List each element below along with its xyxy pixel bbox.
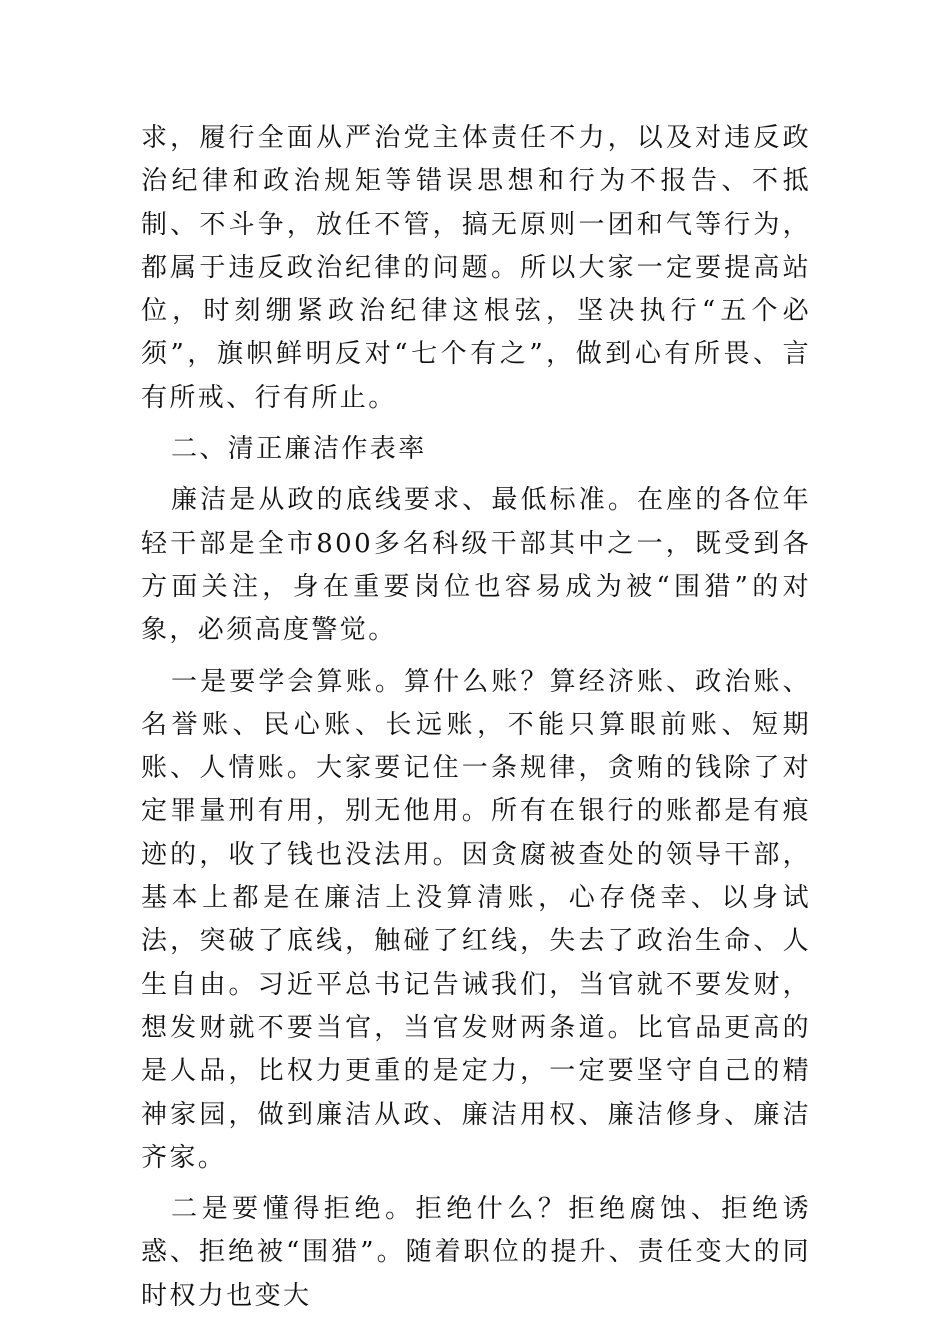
paragraph-continuation: 求，履行全面从严治党主体责任不力，以及对违反政治纪律和政治规矩等错误思想和行为不报告、不抵制、不斗争，放任不管，搞无原则一团和气等行为，都属于违反政治纪律的问题。所以大家一定要提高站位，时刻绷紧政治纪律这根弦，坚决执行“五个必须”，旗帜鲜明反对“七个有之”，做到心有所畏、言有所戒、行有所止。 (141, 123, 811, 413)
paragraph-point-two: 二是要懂得拒绝。拒绝什么？拒绝腐蚀、拒绝诱惑、拒绝被“围猎”。随着职位的提升、责任变大的同时权力也变大 (141, 1194, 811, 1311)
document-body (141, 117, 811, 1318)
paragraph-integrity-intro: 廉洁是从政的底线要求、最低标准。在座的各位年轻干部是全市800多名科级干部其中之一，既受到各方面关注，身在重要岗位也容易成为被“围猎”的对象，必须高度警觉。 (141, 485, 811, 646)
paragraph-point-one: 一是要学会算账。算什么账？算经济账、政治账、名誉账、民心账、长远账，不能只算眼前账、短期账、人情账。大家要记住一条规律，贪贿的钱除了对定罪量刑有用，别无他用。所有在银行的账都是有痕迹的，收了钱也没法用。因贪腐被查处的领导干部，基本上都是在廉洁上没算清账，心存侥幸、以身试法，突破了底线，触碰了红线，失去了政治生命、人生自由。习近平总书记告诫我们，当官就不要发财，想发财就不要当官，当官发财两条道。比官品更高的是人品，比权力更重的是定力，一定要坚守自己的精神家园，做到廉洁从政、廉洁用权、廉洁修身、廉洁齐家。 (141, 666, 811, 1173)
section-heading-2: 二、清正廉洁作表率 (171, 434, 427, 465)
